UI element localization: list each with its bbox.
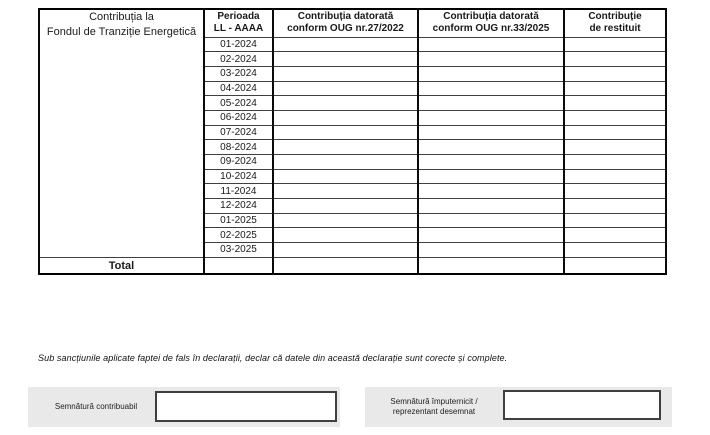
amount-cell-oug33[interactable] <box>418 155 564 170</box>
amount-cell-restituit[interactable] <box>564 66 666 81</box>
amount-cell-oug33[interactable] <box>418 169 564 184</box>
amount-cell-oug33[interactable] <box>418 96 564 111</box>
amount-cell-restituit[interactable] <box>564 125 666 140</box>
amount-cell-oug33[interactable] <box>418 66 564 81</box>
amount-cell-oug33[interactable] <box>418 52 564 67</box>
amount-cell-oug27[interactable] <box>273 155 418 170</box>
amount-cell-oug33[interactable] <box>418 228 564 243</box>
amount-cell-oug33[interactable] <box>418 125 564 140</box>
amount-cell-oug27[interactable] <box>273 52 418 67</box>
amount-cell-oug27[interactable] <box>273 140 418 155</box>
period-cell: 01-2025 <box>204 213 273 228</box>
amount-cell-oug33[interactable] <box>418 213 564 228</box>
period-cell: 02-2024 <box>204 52 273 67</box>
amount-cell-restituit[interactable] <box>564 96 666 111</box>
amount-cell-oug33[interactable] <box>418 110 564 125</box>
amount-cell-restituit[interactable] <box>564 110 666 125</box>
amount-cell-oug33[interactable] <box>418 199 564 214</box>
total-amount-oug33[interactable] <box>418 257 564 274</box>
amount-cell-oug27[interactable] <box>273 243 418 258</box>
amount-cell-restituit[interactable] <box>564 52 666 67</box>
amount-cell-restituit[interactable] <box>564 213 666 228</box>
amount-cell-oug27[interactable] <box>273 110 418 125</box>
amount-cell-oug27[interactable] <box>273 169 418 184</box>
amount-cell-oug27[interactable] <box>273 228 418 243</box>
representative-signature-block <box>365 387 672 427</box>
amount-cell-restituit[interactable] <box>564 169 666 184</box>
amount-cell-oug27[interactable] <box>273 96 418 111</box>
period-cell: 06-2024 <box>204 110 273 125</box>
total-amount-oug27[interactable] <box>273 257 418 274</box>
header-restituit: Contribuție de restituit <box>564 9 666 37</box>
amount-cell-restituit[interactable] <box>564 243 666 258</box>
contribution-table-section <box>38 8 667 275</box>
amount-cell-oug33[interactable] <box>418 81 564 96</box>
representative-signature-label: Semnătură împuternicit / reprezentant desemnat <box>390 397 478 416</box>
amount-cell-oug33[interactable] <box>418 184 564 199</box>
total-period-cell <box>204 257 273 274</box>
amount-cell-oug27[interactable] <box>273 81 418 96</box>
amount-cell-oug27[interactable] <box>273 37 418 52</box>
taxpayer-signature-label: Semnătură contribuabil <box>54 402 138 411</box>
period-cell: 03-2024 <box>204 66 273 81</box>
amount-cell-oug33[interactable] <box>418 243 564 258</box>
amount-cell-oug27[interactable] <box>273 66 418 81</box>
amount-cell-oug27[interactable] <box>273 199 418 214</box>
period-cell: 11-2024 <box>204 184 273 199</box>
period-cell: 04-2024 <box>204 81 273 96</box>
table-header-row <box>39 9 666 37</box>
total-amount-restituit[interactable] <box>564 257 666 274</box>
period-cell: 08-2024 <box>204 140 273 155</box>
amount-cell-oug27[interactable] <box>273 213 418 228</box>
period-cell: 09-2024 <box>204 155 273 170</box>
row-group-label <box>39 9 204 257</box>
taxpayer-signature-field[interactable] <box>155 391 337 422</box>
amount-cell-restituit[interactable] <box>564 199 666 214</box>
row-group-label-line2: Fondul de Tranziție Energetică <box>46 26 197 38</box>
amount-cell-oug33[interactable] <box>418 140 564 155</box>
amount-cell-oug27[interactable] <box>273 184 418 199</box>
period-cell: 07-2024 <box>204 125 273 140</box>
amount-cell-restituit[interactable] <box>564 81 666 96</box>
total-row <box>39 257 666 274</box>
taxpayer-signature-block <box>28 387 340 427</box>
period-cell: 02-2025 <box>204 228 273 243</box>
row-group-label-line1: Contribuția la <box>89 11 154 23</box>
representative-signature-field[interactable] <box>503 390 661 420</box>
amount-cell-oug27[interactable] <box>273 125 418 140</box>
amount-cell-restituit[interactable] <box>564 37 666 52</box>
header-oug27: Contribuția datorată conform OUG nr.27/2022 <box>273 9 418 37</box>
amount-cell-oug33[interactable] <box>418 37 564 52</box>
period-cell: 03-2025 <box>204 243 273 258</box>
period-cell: 12-2024 <box>204 199 273 214</box>
period-cell: 01-2024 <box>204 37 273 52</box>
contribution-table <box>38 8 667 275</box>
header-oug33: Contribuția datorată conform OUG nr.33/2025 <box>418 9 564 37</box>
amount-cell-restituit[interactable] <box>564 184 666 199</box>
declaration-statement: Sub sancțiunile aplicate faptei de fals în declarații, declar că datele din această declarație sunt corecte și complete. <box>38 353 508 363</box>
amount-cell-restituit[interactable] <box>564 228 666 243</box>
amount-cell-restituit[interactable] <box>564 140 666 155</box>
header-period: Perioada LL - AAAA <box>204 9 273 37</box>
period-cell: 10-2024 <box>204 169 273 184</box>
total-label: Total <box>39 257 204 274</box>
period-cell: 05-2024 <box>204 96 273 111</box>
amount-cell-restituit[interactable] <box>564 155 666 170</box>
